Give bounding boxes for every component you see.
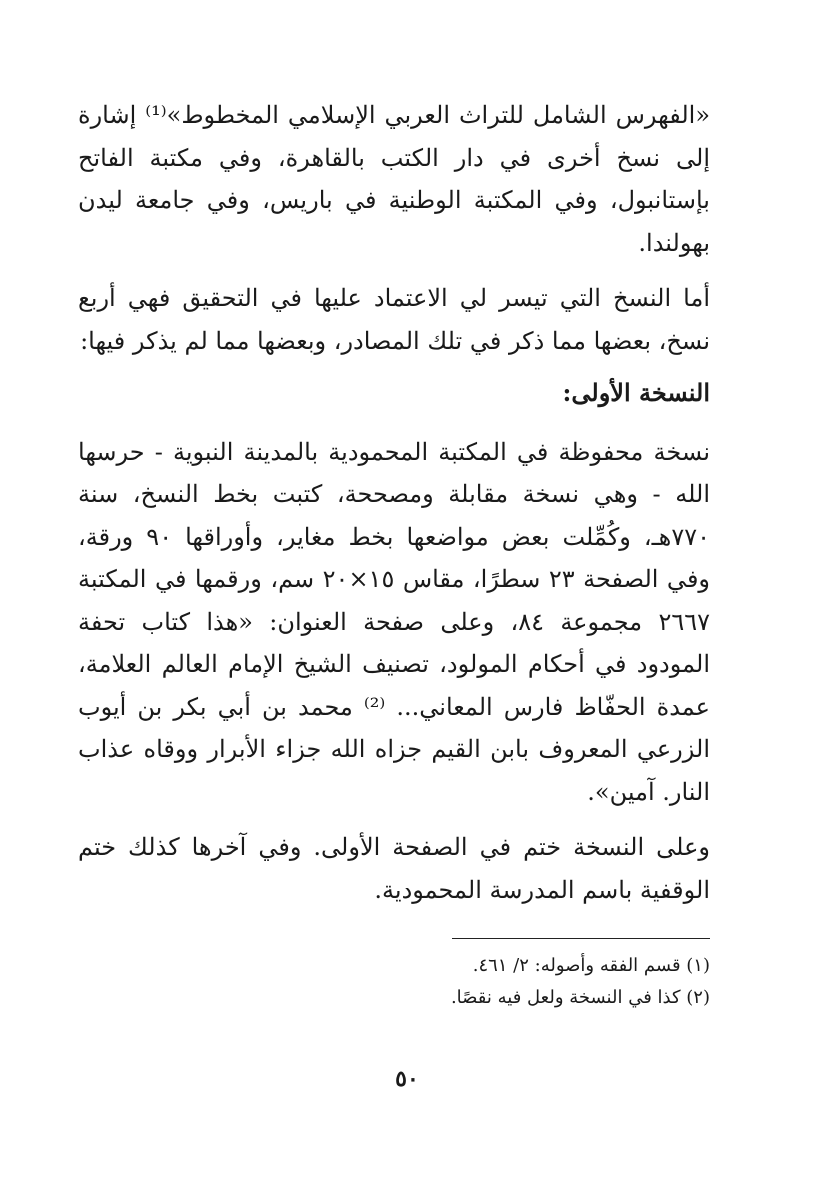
main-text: [78, 94, 710, 911]
page-number: ٥٠: [395, 1066, 419, 1092]
paragraph-seal: وعلى النسخة ختم في الصفحة الأولى. وفي آخرها كذلك ختم الوقفية باسم المدرسة المحمودية.: [78, 833, 710, 904]
footnote-divider: [452, 938, 710, 939]
section-heading: النسخة الأولى:: [562, 378, 710, 407]
paragraph-manuscripts: أما النسخ التي تيسر لي الاعتماد عليها في التحقيق فهي أربع نسخ، بعضها مما ذكر في تلك المصادر، وبعضها مما لم يذكر فيها:: [78, 284, 710, 355]
footnote-2: (٢) كذا في النسخة ولعل فيه نقصًا.: [450, 987, 710, 1008]
footnote-1: (١) قسم الفقه وأصوله: ٢/ ٤٦١.: [472, 955, 710, 976]
footnotes: [78, 950, 710, 1014]
paragraph-sources: «الفهرس الشامل للتراث العربي الإسلامي المخطوط»⁽¹⁾ إشارة إلى نسخ أخرى في دار الكتب بالقاهرة، وفي مكتبة الفاتح بإستانبول، وفي المكتبة الوطنية في باريس، وفي جامعة ليدن بهولندا.: [78, 101, 710, 257]
paragraph-first-copy: نسخة محفوظة في المكتبة المحمودية بالمدينة النبوية - حرسها الله - وهي نسخة مقابلة ومصححة، كتبت بخط النسخ، سنة ٧٧٠هـ، وكُمِّلت بعض مواضعها بخط مغاير، وأوراقها ٩٠ ورقة، وفي الصفحة ٢٣ سطرًا، مقاس ١٥×٢٠ سم، ورقمها في المكتبة ٢٦٦٧ مجموعة ٨٤، وعلى صفحة العنوان: «هذا كتاب تحفة المودود في أحكام المولود، تصنيف الشيخ الإمام العالم العلامة، عمدة الحفّاظ فارس المعاني... ⁽²⁾ محمد بن أبي بكر بن أيوب الزرعي المعروف بابن القيم جزاه الله جزاء الأبرار ووقاه عذاب النار. آمين».: [78, 437, 711, 806]
